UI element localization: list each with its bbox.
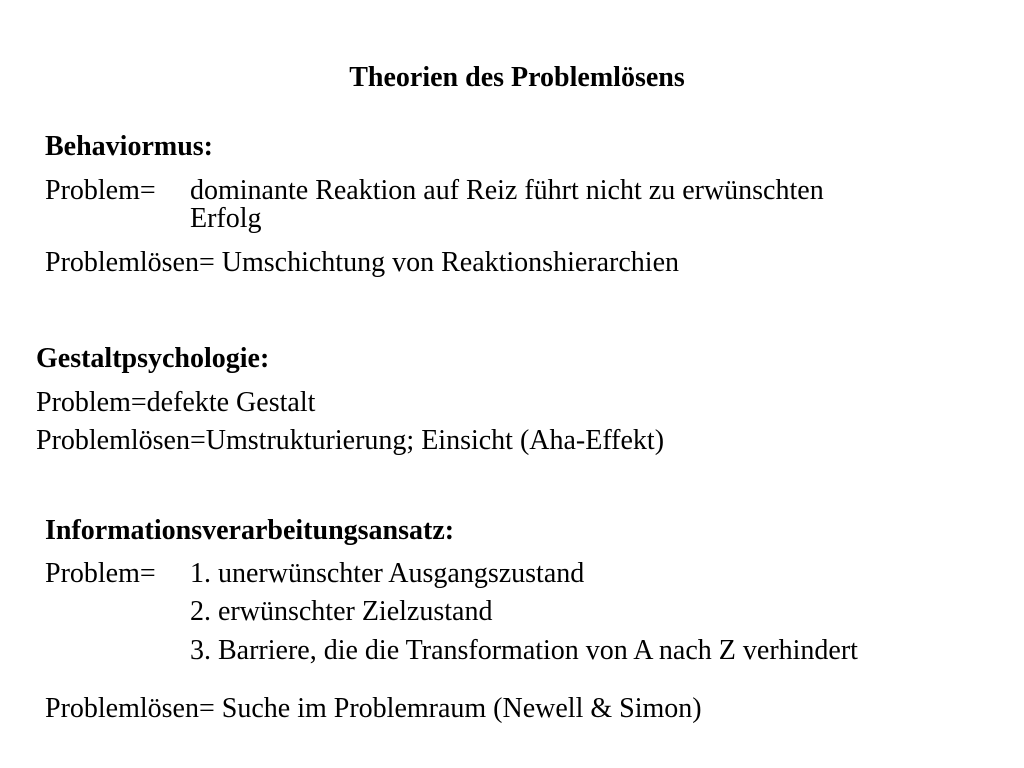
info-problem-label: Problem= xyxy=(45,558,156,589)
behaviorismus-problem-text: dominante Reaktion auf Reiz führt nicht zu erwünschten xyxy=(190,175,824,206)
section-heading-informationsverarbeitung: Informationsverarbeitungsansatz: xyxy=(45,515,455,546)
section-heading-behaviorismus: Behaviormus: xyxy=(45,131,213,162)
behaviorismus-solving: Problemlösen= Umschichtung von Reaktionshierarchien xyxy=(45,247,679,278)
behaviorismus-problem-text-cont: Erfolg xyxy=(190,203,262,234)
info-item-3: 3. Barriere, die die Transformation von A nach Z verhindert xyxy=(190,635,858,666)
section-heading-gestaltpsychologie: Gestaltpsychologie: xyxy=(36,343,270,374)
info-item-2: 2. erwünschter Zielzustand xyxy=(190,596,493,627)
gestalt-solving: Problemlösen=Umstrukturierung; Einsicht (Aha-Effekt) xyxy=(36,425,665,456)
page-title: Theorien des Problemlösens xyxy=(349,62,685,93)
behaviorismus-problem-label: Problem= xyxy=(45,175,156,206)
gestalt-problem: Problem=defekte Gestalt xyxy=(36,387,316,418)
info-item-1: 1. unerwünschter Ausgangszustand xyxy=(190,558,585,589)
info-solving: Problemlösen= Suche im Problemraum (Newell & Simon) xyxy=(45,693,702,724)
